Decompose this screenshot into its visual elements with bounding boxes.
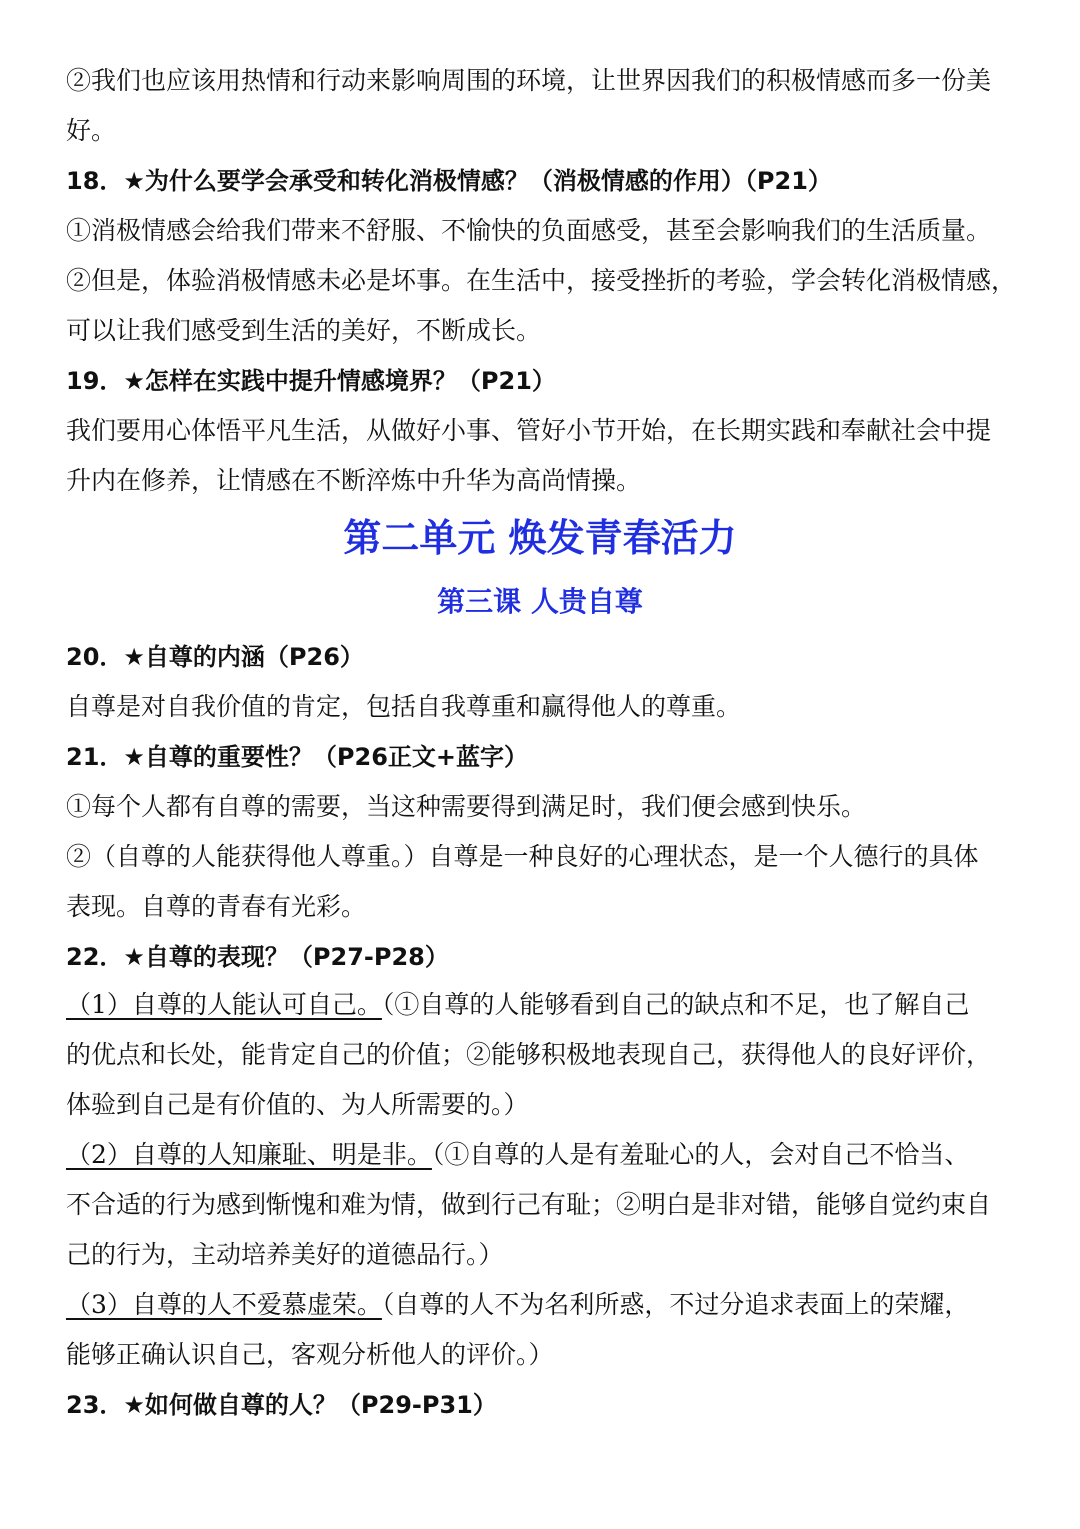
item-3-explanation: （自尊的人不为名利所惑，不过分追求表面上的荣耀， [381,1290,970,1319]
text-line: 可以让我们感受到生活的美好，不断成长。 [66,316,542,345]
text-line: 不合适的行为感到惭愧和难为情，做到行己有耻；②明白是非对错，能够自觉约束自 [66,1190,992,1219]
item-1-key-point: （1）自尊的人能认可自己。 [66,990,382,1019]
question-heading: 21．★自尊的重要性？（P26正文+蓝字） [66,743,529,771]
item-3-key-point: （3）自尊的人不爱慕虚荣。 [66,1290,382,1319]
item-2-explanation: （①自尊的人是有羞耻心的人，会对自己不恰当、 [431,1140,970,1169]
item-2-line [66,1138,1030,1172]
question-heading: 19．★怎样在实践中提升情感境界？（P21） [66,367,556,395]
question-heading: 18．★为什么要学会承受和转化消极情感？（消极情感的作用）（P21） [66,167,832,195]
lesson-title: 第三课 人贵自尊 [437,585,643,618]
text-line: ①每个人都有自尊的需要，当这种需要得到满足时，我们便会感到快乐。 [66,792,867,821]
text-line: 升内在修养，让情感在不断淬炼中升华为高尚情操。 [66,466,642,495]
text-line: ①消极情感会给我们带来不舒服、不愉快的负面感受，甚至会影响我们的生活质量。 [66,216,992,245]
text-line: 表现。自尊的青春有光彩。 [66,892,367,921]
item-1-explanation: （①自尊的人能够看到自己的缺点和不足，也了解自己 [381,990,970,1019]
text-line: 体验到自己是有价值的、为人所需要的。） [66,1090,529,1119]
text-line: 己的行为，主动培养美好的道德品行。） [66,1240,504,1269]
text-line: 自尊是对自我价值的肯定，包括自我尊重和赢得他人的尊重。 [66,692,742,721]
text-line: ②（自尊的人能获得他人尊重。）自尊是一种良好的心理状态，是一个人德行的具体 [66,842,979,871]
text-line: 能够正确认识自己，客观分析他人的评价。） [66,1340,554,1369]
text-line: ②我们也应该用热情和行动来影响周围的环境，让世界因我们的积极情感而多一份美 [66,66,992,95]
text-line: ②但是，体验消极情感未必是坏事。在生活中，接受挫折的考验，学会转化消极情感， [66,266,1017,295]
item-1-line [66,988,1030,1022]
question-heading: 23．★如何做自尊的人？（P29-P31） [66,1391,497,1419]
text-line: 好。 [66,116,117,145]
text-line: 我们要用心体悟平凡生活，从做好小事、管好小节开始，在长期实践和奉献社会中提 [66,416,992,445]
unit-title: 第二单元 焕发青春活力 [343,516,737,560]
question-heading: 20．★自尊的内涵（P26） [66,643,364,671]
item-2-key-point: （2）自尊的人知廉耻、明是非。 [66,1140,432,1169]
item-3-line [66,1288,1030,1322]
text-line: 的优点和长处，能肯定自己的价值；②能够积极地表现自己，获得他人的良好评价， [66,1040,992,1069]
question-heading: 22．★自尊的表现？（P27-P28） [66,943,449,971]
